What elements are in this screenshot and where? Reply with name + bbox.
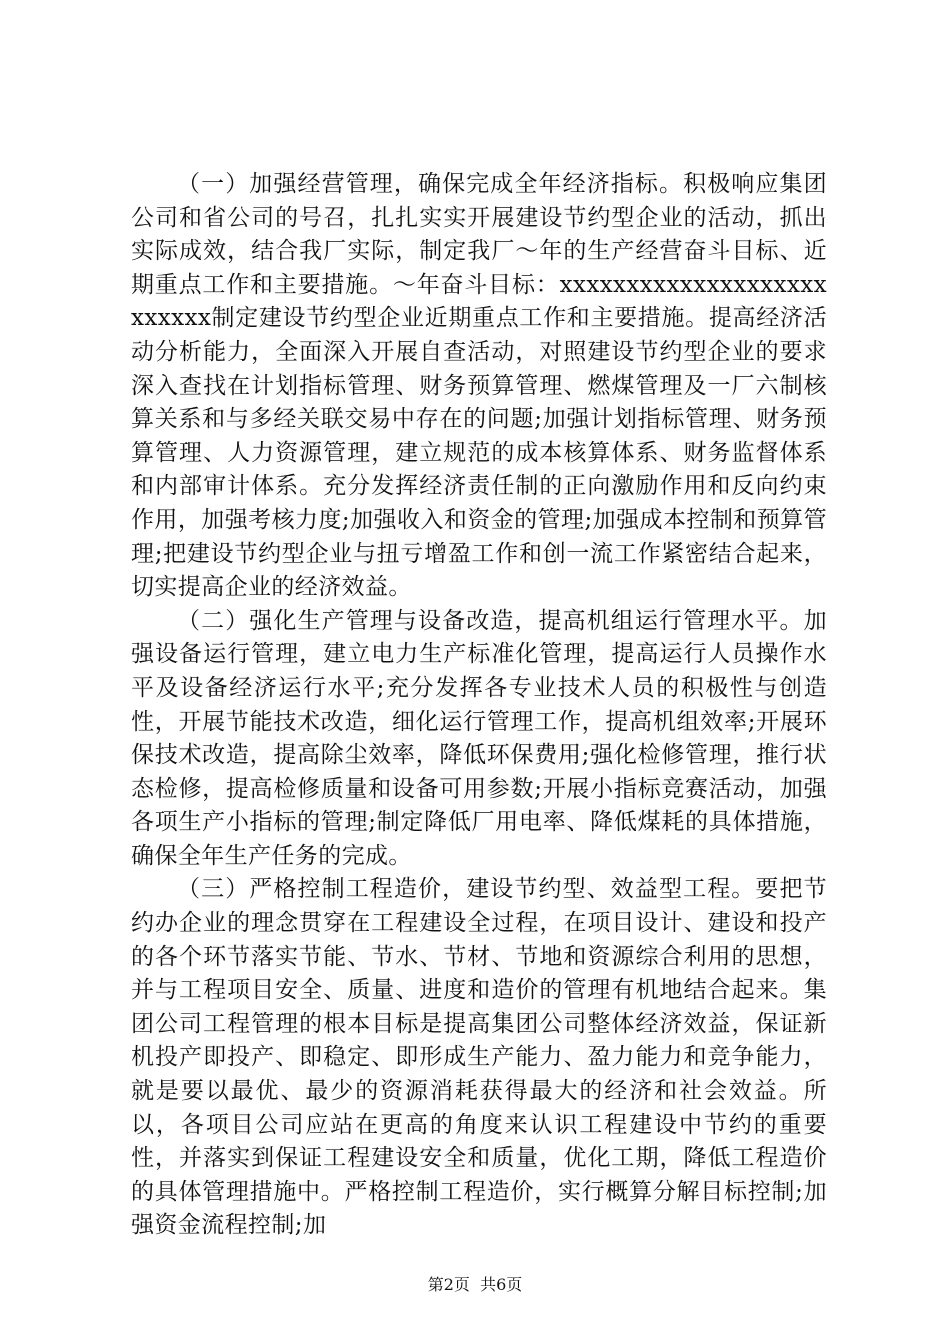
page-number: 第2页	[427, 1275, 470, 1294]
page-footer	[0, 1272, 950, 1295]
page-total: 共6页	[480, 1275, 523, 1294]
paragraph-3: （三）严格控制工程造价，建设节约型、效益型工程。要把节约办企业的理念贯穿在工程建设全过程，在项目设计、建设和投产的各个环节落实节能、节水、节材、节地和资源综合利用的思想，并与工程项目安全、质量、进度和造价的管理有机地结合起来。集团公司工程管理的根本目标是提高集团公司整体经济效益，保证新机投产即投产、即稳定、即形成生产能力、盈力能力和竞争能力，就是要以最优、最少的资源消耗获得最大的经济和社会效益。所以，各项目公司应站在更高的角度来认识工程建设中节约的重要性，并落实到保证工程建设安全和质量，优化工期，降低工程造价的具体管理措施中。严格控制工程造价，实行概算分解目标控制;加强资金流程控制;加	[131, 876, 827, 1239]
paragraph-1: （一）加强经营管理，确保完成全年经济指标。积极响应集团公司和省公司的号召，扎扎实实开展建设节约型企业的活动，抓出实际成效，结合我厂实际，制定我厂～年的生产经营奋斗目标、近期重点工作和主要措施。～年奋斗目标：xxxxxxxxxxxxxxxxxxxxxxxxxx制定建设节约型企业近期重点工作和主要措施。提高经济活动分析能力，全面深入开展自查活动，对照建设节约型企业的要求深入查找在计划指标管理、财务预算管理、燃煤管理及一厂六制核算关系和与多经关联交易中存在的问题;加强计划指标管理、财务预算管理、人力资源管理，建立规范的成本核算体系、财务监督体系和内部审计体系。充分发挥经济责任制的正向激励作用和反向约束作用，加强考核力度;加强收入和资金的管理;加强成本控制和预算管理;把建设节约型企业与扭亏增盈工作和创一流工作紧密结合起来，切实提高企业的经济效益。	[131, 171, 827, 601]
paragraph-2: （二）强化生产管理与设备改造，提高机组运行管理水平。加强设备运行管理，建立电力生产标准化管理，提高运行人员操作水平及设备经济运行水平;充分发挥各专业技术人员的积极性与创造性，开展节能技术改造，细化运行管理工作，提高机组效率;开展环保技术改造，提高除尘效率，降低环保费用;强化检修管理，推行状态检修，提高检修质量和设备可用参数;开展小指标竞赛活动，加强各项生产小指标的管理;制定降低厂用电率、降低煤耗的具体措施，确保全年生产任务的完成。	[131, 607, 827, 869]
document-body	[131, 168, 827, 1243]
footer-separator	[470, 1275, 480, 1294]
